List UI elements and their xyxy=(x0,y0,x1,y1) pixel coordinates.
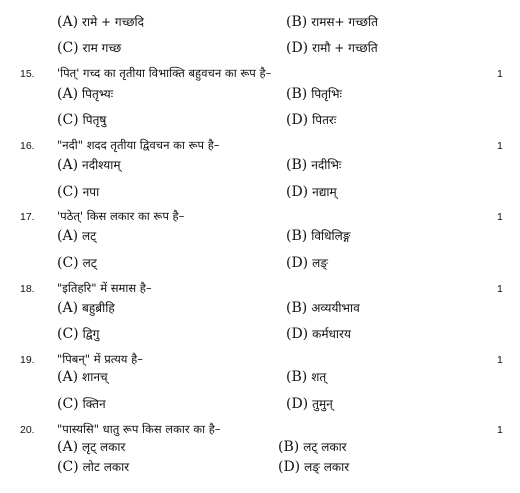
option-b: (B) लट् लकार xyxy=(278,439,347,455)
question-text: "पास्यसि" धातु रूप किस लकार का है– xyxy=(57,422,221,436)
option-c: (C) लट् xyxy=(57,255,97,271)
question-text: 'पित्' गच्द का तृतीया विभाक्ति बहुवचन का रूप है– xyxy=(57,66,272,80)
question-text: "इतिहरि" में समास है– xyxy=(57,281,152,295)
question-marks: 1 xyxy=(497,140,503,152)
option-a: (A) नदीश्याम् xyxy=(57,157,121,173)
option-c: (C) पितृषु xyxy=(57,112,107,128)
option-a: (A) रामे + गच्छदि xyxy=(57,14,144,30)
question-number: 19. xyxy=(20,354,35,366)
option-d: (D) लङ् xyxy=(286,255,328,271)
option-d: (D) रामौ + गच्छति xyxy=(286,40,378,56)
option-b: (B) विधिलिङ्ग xyxy=(286,228,351,244)
option-c: (C) क्तिन xyxy=(57,396,106,412)
question-text: "पिबन्" में प्रत्यय है– xyxy=(57,352,143,366)
option-a: (A) बहुब्रीहि xyxy=(57,300,115,316)
question-marks: 1 xyxy=(497,424,503,436)
option-c: (C) लोट लकार xyxy=(57,459,130,475)
option-b: (B) पितृभिः xyxy=(286,86,342,102)
option-a: (A) पितृभ्यः xyxy=(57,86,114,102)
question-number: 17. xyxy=(20,211,35,223)
option-d: (D) नद्याम् xyxy=(286,184,337,200)
question-text: "नदी" शदद तृतीया द्विवचन का रूप है– xyxy=(57,138,220,152)
option-b: (B) नदीभिः xyxy=(286,157,342,173)
option-d: (D) तुमुन् xyxy=(286,396,333,412)
option-d: (D) लङ् लकार xyxy=(278,459,350,475)
question-number: 20. xyxy=(20,424,35,436)
question-number: 15. xyxy=(20,68,35,80)
option-a: (A) शानच् xyxy=(57,369,108,385)
question-marks: 1 xyxy=(497,283,503,295)
question-number: 18. xyxy=(20,283,35,295)
question-marks: 1 xyxy=(497,354,503,366)
question-number: 16. xyxy=(20,140,35,152)
option-d: (D) कर्मधारय xyxy=(286,326,351,342)
option-a: (A) लट् xyxy=(57,228,97,244)
option-b: (B) शत् xyxy=(286,369,327,385)
option-a: (A) लृट् लकार xyxy=(57,439,126,455)
option-c: (C) राम गच्छ xyxy=(57,40,122,56)
option-b: (B) रामस+ गच्छति xyxy=(286,14,378,30)
option-d: (D) पितरः xyxy=(286,112,337,128)
question-marks: 1 xyxy=(497,211,503,223)
question-marks: 1 xyxy=(497,68,503,80)
option-c: (C) द्विगु xyxy=(57,326,100,342)
option-b: (B) अव्ययीभाव xyxy=(286,300,360,316)
option-c: (C) नपा xyxy=(57,184,100,200)
question-text: 'पठेत्' किस लकार का रूप है– xyxy=(57,209,185,223)
